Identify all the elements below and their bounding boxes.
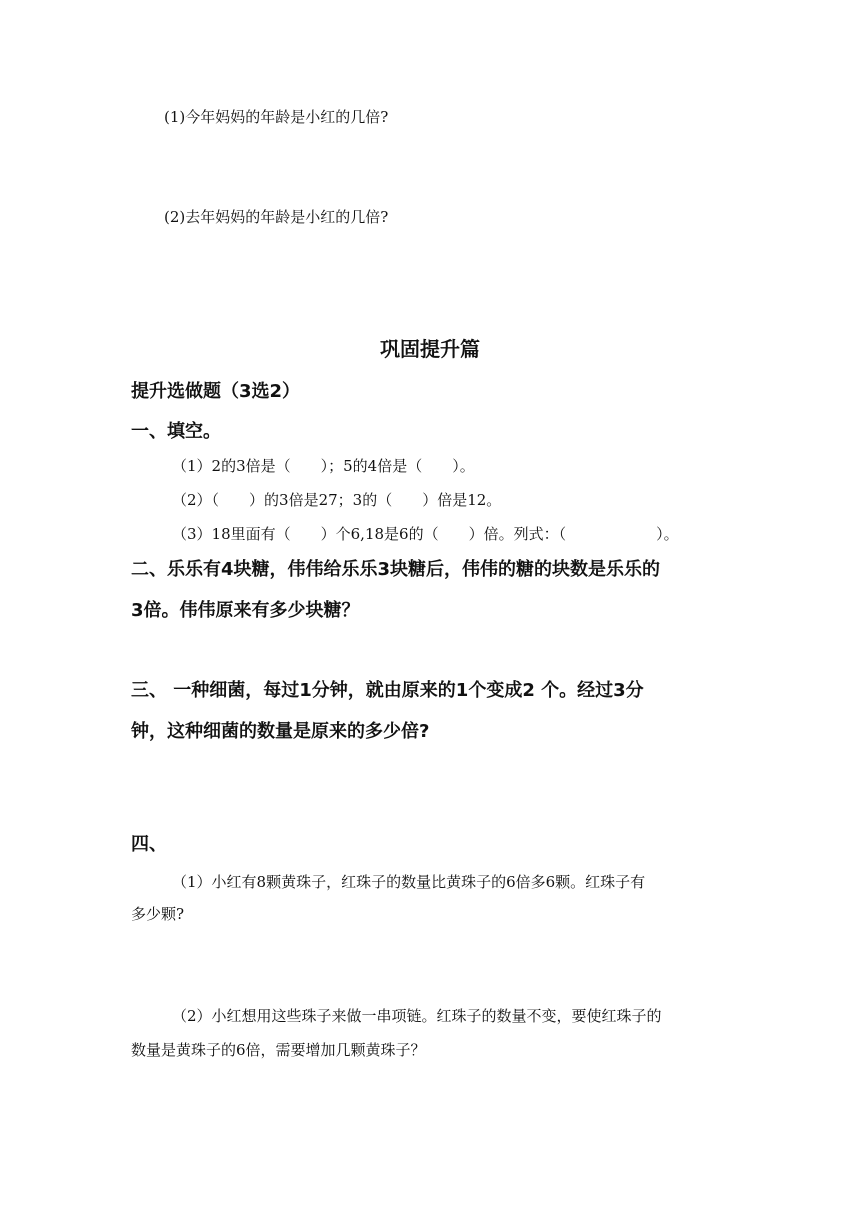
part4-q2-line1: （2）小红想用这些珠子来做一串项链。红珠子的数量不变，要使红珠子的 (172, 1007, 662, 1025)
part4-q1-line1: （1）小红有8颗黄珠子，红珠子的数量比黄珠子的6倍多6颗。红珠子有 (172, 873, 646, 891)
fill-item-1: （1）2的3倍是（ ）；5的4倍是（ ）。 (172, 457, 475, 475)
fill-item-3: （3）18里面有（ ）个6,18是6的（ ）倍。列式：（ ）。 (172, 525, 679, 543)
choose-note: 提升选做题（3选2） (131, 381, 301, 402)
part4-q1-line2: 多少颗? (131, 905, 185, 923)
fill-item-2: （2）（ ）的3倍是27；3的（ ）倍是12。 (172, 491, 502, 509)
section-title: 巩固提升篇 (380, 337, 480, 361)
part3-line2: 钟，这种细菌的数量是原来的多少倍? (131, 721, 430, 742)
top-question-1: (1)今年妈妈的年龄是小红的几倍? (164, 108, 389, 126)
part2-line2: 3倍。伟伟原来有多少块糖？ (131, 600, 360, 621)
part4-heading: 四、 (131, 834, 167, 855)
part4-q2-line2: 数量是黄珠子的6倍，需要增加几颗黄珠子？ (131, 1041, 426, 1059)
part3-line1: 三、 一种细菌，每过1分钟，就由原来的1个变成2 个。经过3分 (131, 680, 644, 701)
part1-heading: 一、填空。 (131, 421, 221, 442)
part2-line1: 二、乐乐有4块糖，伟伟给乐乐3块糖后，伟伟的糖的块数是乐乐的 (131, 559, 661, 580)
top-question-2: (2)去年妈妈的年龄是小红的几倍? (164, 208, 389, 226)
